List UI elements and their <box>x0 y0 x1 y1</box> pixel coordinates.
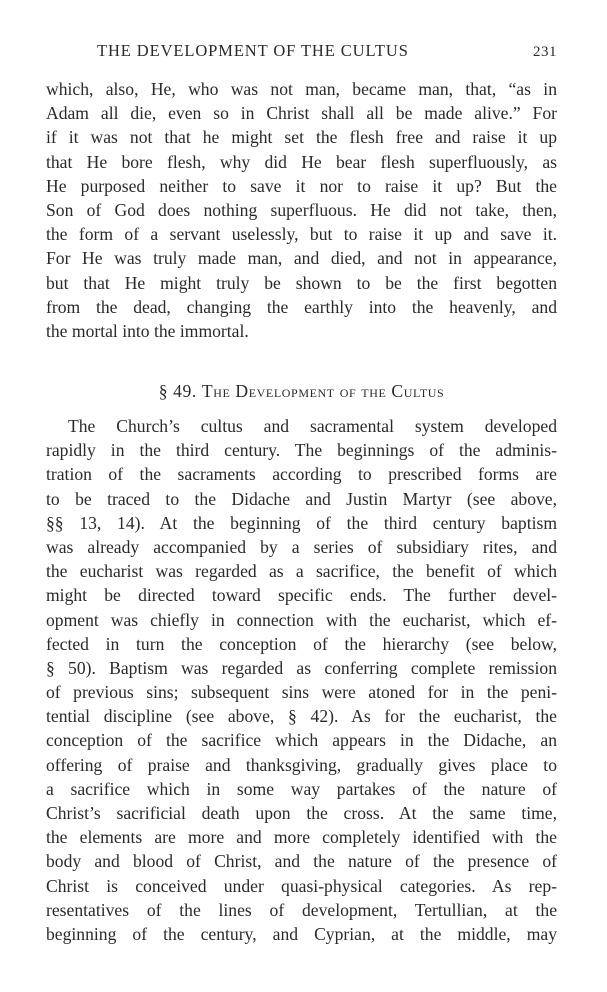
text-line: tential discipline (see above, § 42). As for the eucharist, the <box>46 706 557 727</box>
text-line: the eucharist was regarded as a sacrifice, the benefit of which <box>46 561 557 582</box>
text-line: offering of praise and thanksgiving, gradually gives place to <box>46 754 557 775</box>
text-line: §§ 13, 14). At the beginning of the third century baptism <box>46 512 557 533</box>
text-line: might be directed toward specific ends. The further devel- <box>46 585 557 606</box>
text-line: Christ’s sacrificial death upon the cross. At the same time, <box>46 803 557 823</box>
text-line: which, also, He, who was not man, became man, that, “as in <box>46 79 557 99</box>
text-line: The Church’s cultus and sacramental system developed <box>68 416 557 436</box>
text-line: For He was truly made man, and died, and not in appearance, <box>46 248 557 269</box>
text-line: to be traced to the Didache and Justin Martyr (see above, <box>46 488 557 509</box>
text-line: the mortal into the immortal. <box>46 320 249 341</box>
text-line: fected in turn the conception of the hierarchy (see below, <box>46 633 557 654</box>
text-line: resentatives of the lines of development, Tertullian, at the <box>46 899 557 920</box>
text-line: the elements are more and more completely identified with the <box>46 827 557 848</box>
running-head <box>46 40 557 62</box>
text-line: from the dead, changing the earthly into the heavenly, and <box>46 296 557 317</box>
text-line: beginning of the century, and Cyprian, at the middle, may <box>46 923 557 944</box>
text-line: opment was chiefly in connection with the eucharist, which ef- <box>46 609 557 630</box>
text-line: He purposed neither to save it nor to raise it up? But the <box>46 175 557 196</box>
text-line: Christ is conceived under quasi-physical categories. As rep- <box>46 875 557 896</box>
text-line: tration of the sacraments according to prescribed forms are <box>46 464 557 485</box>
text-line: a sacrifice which in some way partakes of the nature of <box>46 778 557 799</box>
section-heading <box>46 379 557 403</box>
text-line: was already accompanied by a series of subsidiary rites, and <box>46 536 557 557</box>
text-line: § 50). Baptism was regarded as conferring complete remission <box>46 657 557 678</box>
text-line: of previous sins; subsequent sins were atoned for in the peni- <box>46 682 557 703</box>
section-number: § 49. <box>158 381 197 401</box>
text-line: rapidly in the third century. The beginnings of the adminis- <box>46 440 557 461</box>
text-line: Son of God does nothing superfluous. He did not take, then, <box>46 199 557 220</box>
running-head-title: THE DEVELOPMENT OF THE CULTUS <box>97 41 409 60</box>
text-line: the form of a servant uselessly, but to raise it up and save it. <box>46 224 557 245</box>
section-title: The Development of the Cultus <box>201 381 445 401</box>
text-line: body and blood of Christ, and the nature of the presence of <box>46 851 557 872</box>
paragraph-continued <box>46 77 557 343</box>
text-line: Adam all die, even so in Christ shall all be made alive.” For <box>46 103 557 124</box>
text-line: if it was not that he might set the flesh free and raise it up <box>46 127 557 148</box>
text-line: that He bore flesh, why did He bear flesh superfluously, as <box>46 151 557 172</box>
text-line: but that He might truly be shown to be the first begotten <box>46 272 557 293</box>
page-number: 231 <box>533 44 557 60</box>
text-line: conception of the sacrifice which appears in the Didache, an <box>46 730 557 751</box>
paragraph-section-49 <box>46 414 557 946</box>
